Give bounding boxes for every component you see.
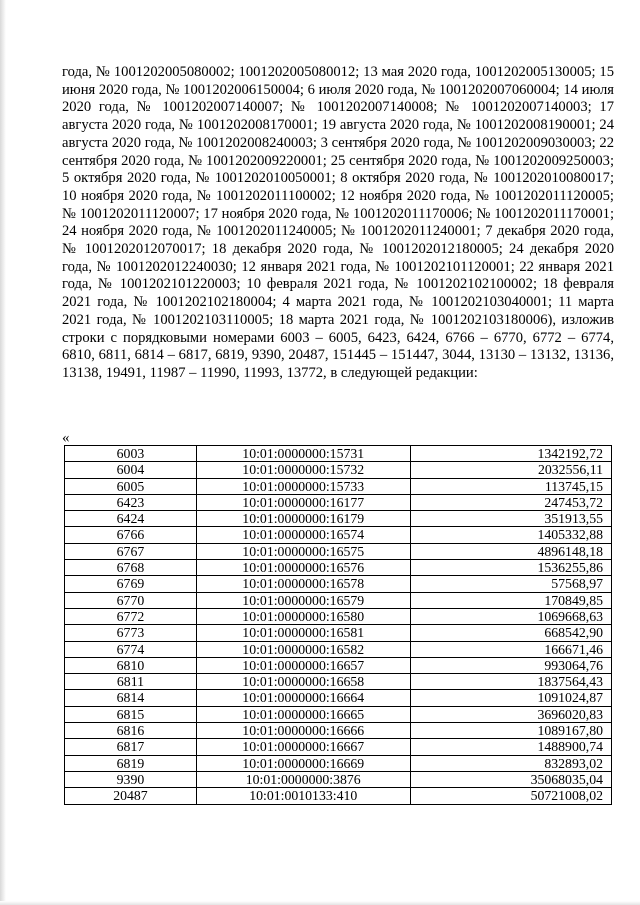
row-number-cell: 6811 (65, 674, 197, 690)
cadastral-number-cell: 10:01:0000000:16657 (196, 657, 410, 673)
table-row (65, 462, 612, 478)
cadastral-value-cell: 170849,85 (410, 592, 611, 608)
cadastral-number-cell: 10:01:0000000:16664 (196, 690, 410, 706)
table-row (65, 739, 612, 755)
table-row (65, 690, 612, 706)
cadastral-number-cell: 10:01:0010133:410 (196, 788, 410, 804)
cadastral-value-cell: 668542,90 (410, 625, 611, 641)
cadastral-number-cell: 10:01:0000000:16581 (196, 625, 410, 641)
row-number-cell: 6766 (65, 527, 197, 543)
table-row (65, 723, 612, 739)
table-row (65, 576, 612, 592)
cadastral-value-cell: 1091024,87 (410, 690, 611, 706)
cadastral-value-cell: 1837564,43 (410, 674, 611, 690)
cadastral-number-cell: 10:01:0000000:16582 (196, 641, 410, 657)
cadastral-value-cell: 1405332,88 (410, 527, 611, 543)
cadastral-number-cell: 10:01:0000000:15731 (196, 446, 410, 462)
cadastral-number-cell: 10:01:0000000:16179 (196, 511, 410, 527)
table-row (65, 657, 612, 673)
table-row (65, 543, 612, 559)
cadastral-value-cell: 993064,76 (410, 657, 611, 673)
row-number-cell: 6768 (65, 560, 197, 576)
cadastral-value-cell: 57568,97 (410, 576, 611, 592)
cadastral-number-cell: 10:01:0000000:16667 (196, 739, 410, 755)
cadastral-number-cell: 10:01:0000000:15733 (196, 478, 410, 494)
row-number-cell: 6769 (65, 576, 197, 592)
cadastral-number-cell: 10:01:0000000:3876 (196, 771, 410, 787)
cadastral-number-cell: 10:01:0000000:16576 (196, 560, 410, 576)
cadastral-number-cell: 10:01:0000000:16669 (196, 755, 410, 771)
table-row (65, 527, 612, 543)
row-number-cell: 6810 (65, 657, 197, 673)
cadastral-value-cell: 351913,55 (410, 511, 611, 527)
cadastral-value-cell: 3696020,83 (410, 706, 611, 722)
cadastral-value-cell: 113745,15 (410, 478, 611, 494)
cadastral-value-cell: 1069668,63 (410, 608, 611, 624)
body-paragraph: года, № 1001202005080002; 1001202005080012; 13 мая 2020 года, 1001202005130005; 15 июня 2020 года, № 1001202006150004; 6 июля 2020 года, № 1001202007060004; 14 июля 2020 года, № 1001202007140007; № 1001202007140008; № 1001202007140003; 17 августа 2020 года, № 1001202008170001; 19 августа 2020 года, № 1001202008190001; 24 августа 2020 года, № 1001202008240003; 3 сентября 2020 года, № 1001202009030003; 22 сентября 2020 года, № 1001202009220001; 25 сентября 2020 года, № 1001202009250003; 5 октября 2020 года, № 1001202010050001; 8 октября 2020 года, № 1001202010080017; 10 ноября 2020 года, № 1001202011100002; 12 ноября 2020 года, № 1001202011120005; № 1001202011120007; 17 ноября 2020 года, № 1001202011170006; № 1001202011170001; 24 ноября 2020 года, № 1001202011240005; № 1001202011240001; 7 декабря 2020 года, № 1001202012070017; 18 декабря 2020 года, № 1001202012180005; 24 декабря 2020 года, № 1001202012240030; 12 января 2021 года, № 1001202101120001; 22 января 2021 года, № 1001202101220003; 10 февраля 2021 года, № 1001202102100002; 18 февраля 2021 года, № 1001202102180004; 4 марта 2021 года, № 1001202103040001; 11 марта 2021 года, № 1001202103110005; 18 марта 2021 года, № 1001202103180006), изложив строки с порядковыми номерами 6003 – 6005, 6423, 6424, 6766 – 6770, 6772 – 6774, 6810, 6811, 6814 – 6817, 6819, 9390, 20487, 151445 – 151447, 3044, 13130 – 13132, 13136, 13138, 19491, 11987 – 11990, 11993, 13772, в следующей редакции: (62, 64, 614, 381)
cadastral-value-cell: 1488900,74 (410, 739, 611, 755)
row-number-cell: 6815 (65, 706, 197, 722)
row-number-cell: 6773 (65, 625, 197, 641)
row-number-cell: 6774 (65, 641, 197, 657)
cadastral-number-cell: 10:01:0000000:16579 (196, 592, 410, 608)
row-number-cell: 6767 (65, 543, 197, 559)
table-row (65, 625, 612, 641)
row-number-cell: 6424 (65, 511, 197, 527)
row-number-cell: 6814 (65, 690, 197, 706)
row-number-cell: 6005 (65, 478, 197, 494)
table-row (65, 446, 612, 462)
row-number-cell: 6819 (65, 755, 197, 771)
cadastral-value-cell: 35068035,04 (410, 771, 611, 787)
cadastral-number-cell: 10:01:0000000:15732 (196, 462, 410, 478)
row-number-cell: 9390 (65, 771, 197, 787)
row-number-cell: 6003 (65, 446, 197, 462)
cadastral-value-cell: 1536255,86 (410, 560, 611, 576)
row-number-cell: 6772 (65, 608, 197, 624)
table-row (65, 592, 612, 608)
row-number-cell: 6817 (65, 739, 197, 755)
table-row (65, 511, 612, 527)
table-row (65, 608, 612, 624)
table-row (65, 674, 612, 690)
row-number-cell: 20487 (65, 788, 197, 804)
table-row (65, 755, 612, 771)
cadastral-value-cell: 2032556,11 (410, 462, 611, 478)
cadastral-value-cell: 4896148,18 (410, 543, 611, 559)
cadastral-number-cell: 10:01:0000000:16658 (196, 674, 410, 690)
row-number-cell: 6423 (65, 494, 197, 510)
cadastral-number-cell: 10:01:0000000:16578 (196, 576, 410, 592)
table-row (65, 560, 612, 576)
cadastral-number-cell: 10:01:0000000:16574 (196, 527, 410, 543)
cadastral-number-cell: 10:01:0000000:16177 (196, 494, 410, 510)
cadastral-value-cell: 832893,02 (410, 755, 611, 771)
table-body (65, 446, 612, 805)
table-row (65, 478, 612, 494)
row-number-cell: 6004 (65, 462, 197, 478)
table-row (65, 641, 612, 657)
table-row (65, 788, 612, 804)
cadastral-value-cell: 247453,72 (410, 494, 611, 510)
table-row (65, 706, 612, 722)
cadastral-number-cell: 10:01:0000000:16665 (196, 706, 410, 722)
scan-bottom-edge (0, 901, 640, 905)
cadastral-value-cell: 166671,46 (410, 641, 611, 657)
cadastral-value-table (64, 445, 612, 805)
row-number-cell: 6816 (65, 723, 197, 739)
opening-quote-mark: « (62, 430, 70, 446)
cadastral-number-cell: 10:01:0000000:16580 (196, 608, 410, 624)
row-number-cell: 6770 (65, 592, 197, 608)
table-row (65, 771, 612, 787)
cadastral-value-cell: 1089167,80 (410, 723, 611, 739)
cadastral-number-cell: 10:01:0000000:16666 (196, 723, 410, 739)
table-row (65, 494, 612, 510)
cadastral-number-cell: 10:01:0000000:16575 (196, 543, 410, 559)
cadastral-value-cell: 1342192,72 (410, 446, 611, 462)
scan-edge-shadow (0, 0, 6, 905)
cadastral-value-cell: 50721008,02 (410, 788, 611, 804)
